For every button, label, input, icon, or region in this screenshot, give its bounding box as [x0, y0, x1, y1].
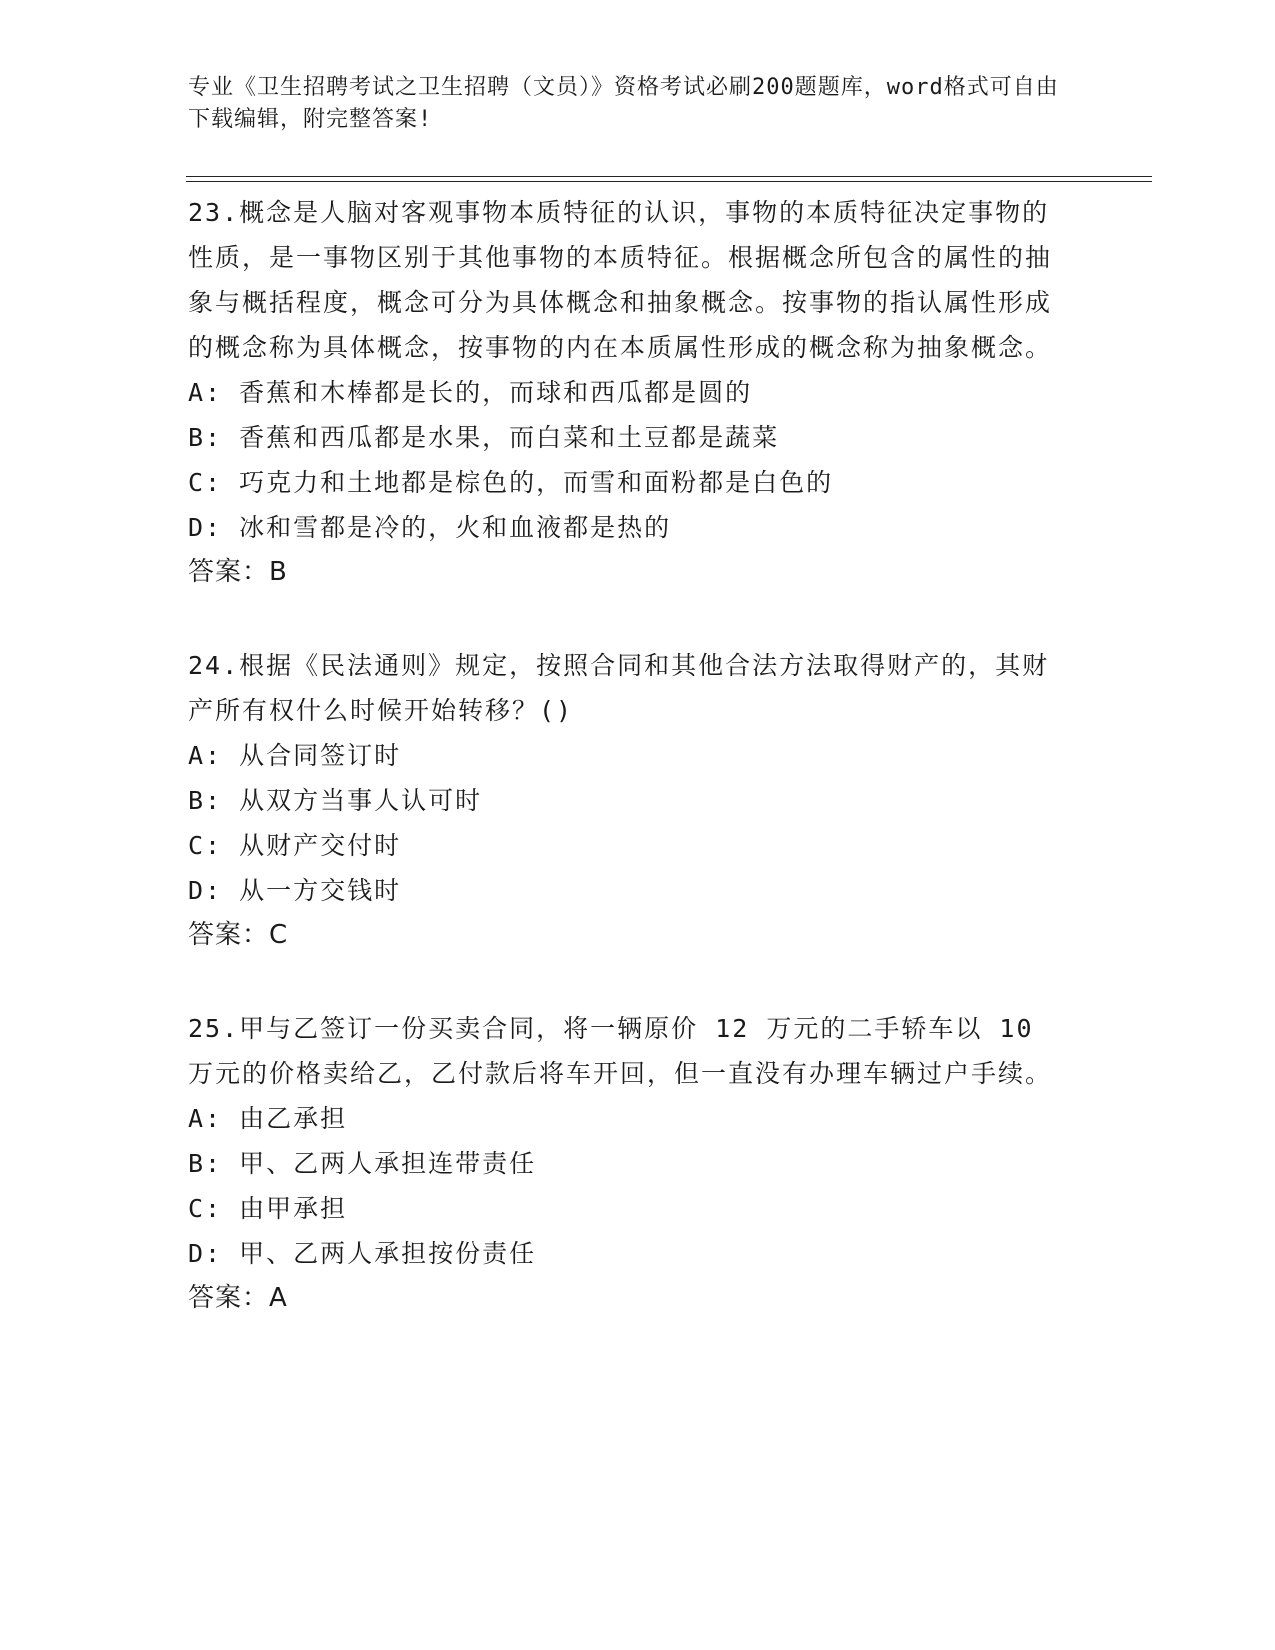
question-stem: 24.根据《民法通则》规定，按照合同和其他合法方法取得财产的，其财产所有权什么时候开始转移？(): [188, 651, 1050, 725]
option-c: C: 巧克力和土地都是棕色的，而雪和面粉都是白色的: [188, 468, 834, 497]
question-23: [188, 190, 1068, 595]
question-stem: 23.概念是人脑对客观事物本质特征的认识，事物的本质特征决定事物的性质，是一事物区别于其他事物的本质特征。根据概念所包含的属性的抽象与概括程度，概念可分为具体概念和抽象概念。按事物的指认属性形成的概念称为具体概念，按事物的内在本质属性形成的概念称为抽象概念。: [188, 198, 1053, 362]
answer-line: 答案：B: [188, 557, 288, 587]
option-d: D: 从一方交钱时: [188, 876, 402, 905]
option-a: A: 香蕉和木棒都是长的，而球和西瓜都是圆的: [188, 378, 753, 407]
option-a: A: 由乙承担: [188, 1104, 348, 1133]
answer-line: 答案：C: [188, 920, 289, 950]
option-d: D: 甲、乙两人承担按份责任: [188, 1239, 537, 1268]
option-b: B: 香蕉和西瓜都是水果，而白菜和土豆都是蔬菜: [188, 423, 780, 452]
header-rule-bottom: [186, 181, 1152, 182]
question-25: [188, 1006, 1068, 1321]
answer-line: 答案：A: [188, 1283, 288, 1313]
option-a: A: 从合同签订时: [188, 741, 402, 770]
question-24: [188, 643, 1068, 958]
option-b: B: 从双方当事人认可时: [188, 786, 483, 815]
option-c: C: 从财产交付时: [188, 831, 402, 860]
option-d: D: 冰和雪都是冷的，火和血液都是热的: [188, 513, 672, 542]
header-rule-top: [186, 176, 1152, 177]
question-list: [188, 190, 1068, 1321]
option-c: C: 由甲承担: [188, 1194, 348, 1223]
question-stem: 25.甲与乙签订一份买卖合同，将一辆原价 12 万元的二手轿车以 10 万元的价格卖给乙，乙付款后将车开回，但一直没有办理车辆过户手续。: [188, 1014, 1053, 1088]
question-spacer: [188, 595, 1068, 643]
document-header: 专业《卫生招聘考试之卫生招聘（文员）》资格考试必刷200题题库，word格式可自由下载编辑，附完整答案!: [188, 75, 1059, 132]
option-b: B: 甲、乙两人承担连带责任: [188, 1149, 537, 1178]
question-spacer: [188, 958, 1068, 1006]
